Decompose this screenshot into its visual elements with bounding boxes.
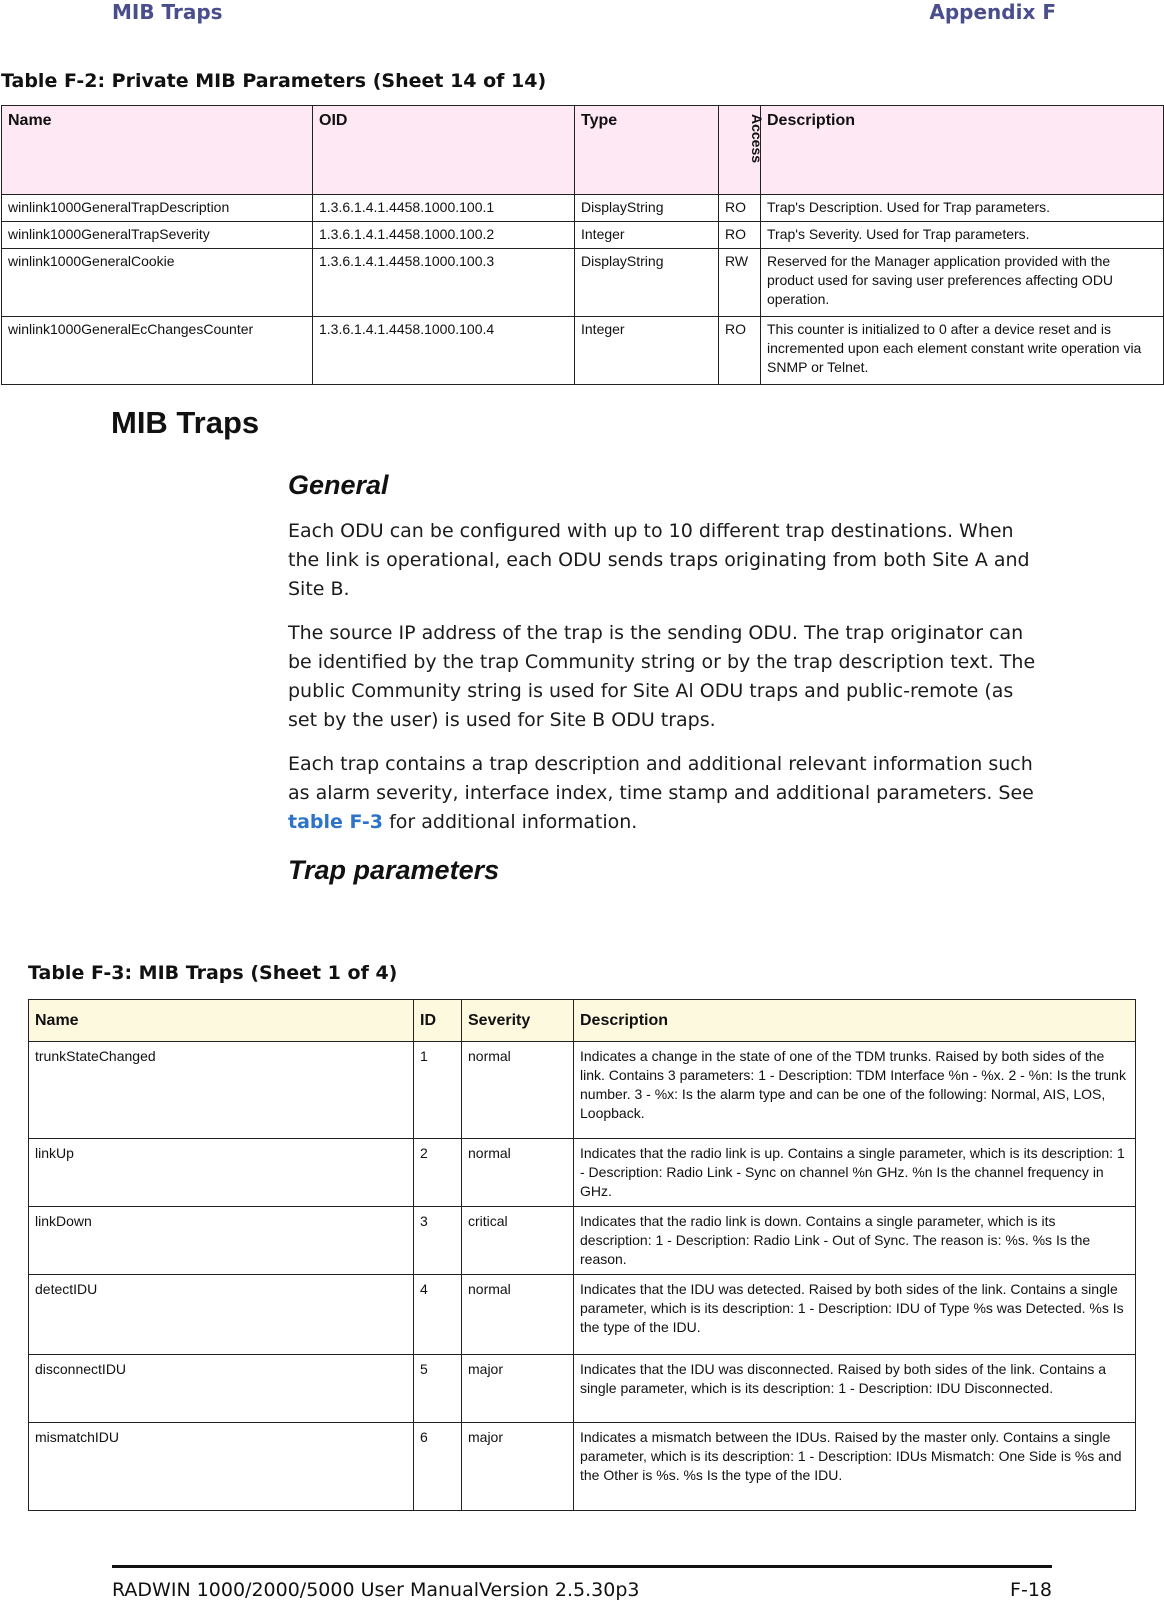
column-header-type: Type <box>575 106 719 195</box>
footer-document-title: RADWIN 1000/2000/5000 User ManualVersion 2.5.30p3 <box>112 1579 640 1601</box>
header-section-title: MIB Traps <box>112 0 223 24</box>
table-row <box>2 249 1164 317</box>
footer-rule <box>112 1565 1052 1568</box>
table-f3-link[interactable]: table F-3 <box>288 811 384 833</box>
column-header-name: Name <box>2 106 313 195</box>
cell-description: Indicates that the radio link is up. Contains a single parameter, which is its description: 1 - Description: Radio Link - Sync on channel %n GHz. %n Is the channel frequency in GHz. <box>574 1139 1136 1207</box>
cell-id: 2 <box>414 1139 462 1207</box>
cell-severity: major <box>462 1355 574 1423</box>
paragraph-trap-contents <box>288 750 1048 837</box>
access-label: Access <box>749 114 765 164</box>
column-header-description: Description <box>574 1000 1136 1042</box>
cell-oid: 1.3.6.1.4.1.4458.1000.100.1 <box>313 195 575 222</box>
cell-id: 1 <box>414 1042 462 1139</box>
cell-oid: 1.3.6.1.4.1.4458.1000.100.3 <box>313 249 575 317</box>
table-header-row <box>2 106 1164 195</box>
cell-id: 5 <box>414 1355 462 1423</box>
section-title: MIB Traps <box>111 405 260 440</box>
column-header-name: Name <box>29 1000 414 1042</box>
general-text <box>288 517 1048 837</box>
cell-name: linkDown <box>29 1207 414 1275</box>
cell-name: winlink1000GeneralTrapDescription <box>2 195 313 222</box>
table-header-row <box>29 1000 1136 1042</box>
cell-access: RO <box>719 317 761 385</box>
cell-description: Trap's Description. Used for Trap parameters. <box>761 195 1164 222</box>
cell-severity: major <box>462 1423 574 1511</box>
cell-description: Indicates a change in the state of one of the TDM trunks. Raised by both sides of the link. Contains 3 parameters: 1 - Description: TDM Interface %n - %x. 2 - %n: Is the trunk number. 3 - %x: Is the alarm type and can be one of the following: Normal, AIS, LOS, Loopback. <box>574 1042 1136 1139</box>
cell-name: trunkStateChanged <box>29 1042 414 1139</box>
column-header-id: ID <box>414 1000 462 1042</box>
cell-severity: critical <box>462 1207 574 1275</box>
paragraph-trap-destinations: Each ODU can be configured with up to 10 different trap destinations. When the link is operational, each ODU sends traps originating from both Site A and Site B. <box>288 520 1030 600</box>
table-row <box>2 222 1164 249</box>
column-header-oid: OID <box>313 106 575 195</box>
header-appendix: Appendix F <box>929 0 1056 24</box>
cell-name: winlink1000GeneralEcChangesCounter <box>2 317 313 385</box>
cell-severity: normal <box>462 1042 574 1139</box>
footer-page-number: F-18 <box>1010 1579 1052 1601</box>
cell-id: 6 <box>414 1423 462 1511</box>
cell-type: Integer <box>575 317 719 385</box>
cell-name: detectIDU <box>29 1275 414 1355</box>
table-row <box>29 1355 1136 1423</box>
general-heading: General <box>288 470 389 500</box>
table-row <box>2 195 1164 222</box>
cell-description: This counter is initialized to 0 after a device reset and is incremented upon each element constant write operation via SNMP or Telnet. <box>761 317 1164 385</box>
cell-name: mismatchIDU <box>29 1423 414 1511</box>
column-header-description: Description <box>761 106 1164 195</box>
cell-name: linkUp <box>29 1139 414 1207</box>
cell-type: DisplayString <box>575 249 719 317</box>
column-header-access <box>719 106 765 195</box>
cell-id: 4 <box>414 1275 462 1355</box>
table-row <box>29 1042 1136 1139</box>
private-mib-parameters-table <box>1 105 1164 385</box>
table-f2-caption: Table F-2: Private MIB Parameters (Sheet 14 of 14) <box>1 70 547 92</box>
trap-parameters-heading: Trap parameters <box>288 855 500 885</box>
cell-description: Indicates that the radio link is down. Contains a single parameter, which is its description: 1 - Description: Radio Link - Out of Sync. The reason is: %s. %s Is the reason. <box>574 1207 1136 1275</box>
cell-description: Reserved for the Manager application provided with the product used for saving user preferences affecting ODU operation. <box>761 249 1164 317</box>
column-header-severity: Severity <box>462 1000 574 1042</box>
cell-name: winlink1000GeneralTrapSeverity <box>2 222 313 249</box>
cell-severity: normal <box>462 1139 574 1207</box>
cell-type: Integer <box>575 222 719 249</box>
table-row <box>2 317 1164 385</box>
cell-oid: 1.3.6.1.4.1.4458.1000.100.2 <box>313 222 575 249</box>
cell-access: RO <box>719 222 761 249</box>
table-row <box>29 1207 1136 1275</box>
cell-oid: 1.3.6.1.4.1.4458.1000.100.4 <box>313 317 575 385</box>
cell-name: winlink1000GeneralCookie <box>2 249 313 317</box>
para3-text-end: for additional information. <box>383 811 638 833</box>
para3-text: Each trap contains a trap description and additional relevant information such as alarm severity, interface index, time stamp and additional parameters. See <box>288 753 1034 804</box>
cell-description: Indicates that the IDU was detected. Raised by both sides of the link. Contains a single parameter, which is its description: 1 - Description: IDU of Type %s was Detected. %s Is the type of the IDU. <box>574 1275 1136 1355</box>
paragraph-source-ip: The source IP address of the trap is the sending ODU. The trap originator can be identified by the trap Community string or by the trap description text. The public Community string is used for Site Al ODU traps and public-remote (as set by the user) is used for Site B ODU traps. <box>288 622 1036 731</box>
cell-description: Indicates that the IDU was disconnected. Raised by both sides of the link. Contains a single parameter, which is its description: 1 - Description: IDU Disconnected. <box>574 1355 1136 1423</box>
cell-access: RO <box>719 195 761 222</box>
cell-description: Indicates a mismatch between the IDUs. Raised by the master only. Contains a single parameter, which is its description: 1 - Description: IDUs Mismatch: One Side is %s and the Other is %s. %s Is the type of the IDU. <box>574 1423 1136 1511</box>
mib-traps-table <box>28 999 1136 1511</box>
cell-id: 3 <box>414 1207 462 1275</box>
cell-name: disconnectIDU <box>29 1355 414 1423</box>
table-row <box>29 1139 1136 1207</box>
table-row <box>29 1423 1136 1511</box>
cell-description: Trap's Severity. Used for Trap parameters. <box>761 222 1164 249</box>
table-row <box>29 1275 1136 1355</box>
cell-type: DisplayString <box>575 195 719 222</box>
cell-access: RW <box>719 249 761 317</box>
table-f3-caption: Table F-3: MIB Traps (Sheet 1 of 4) <box>28 962 398 984</box>
cell-severity: normal <box>462 1275 574 1355</box>
